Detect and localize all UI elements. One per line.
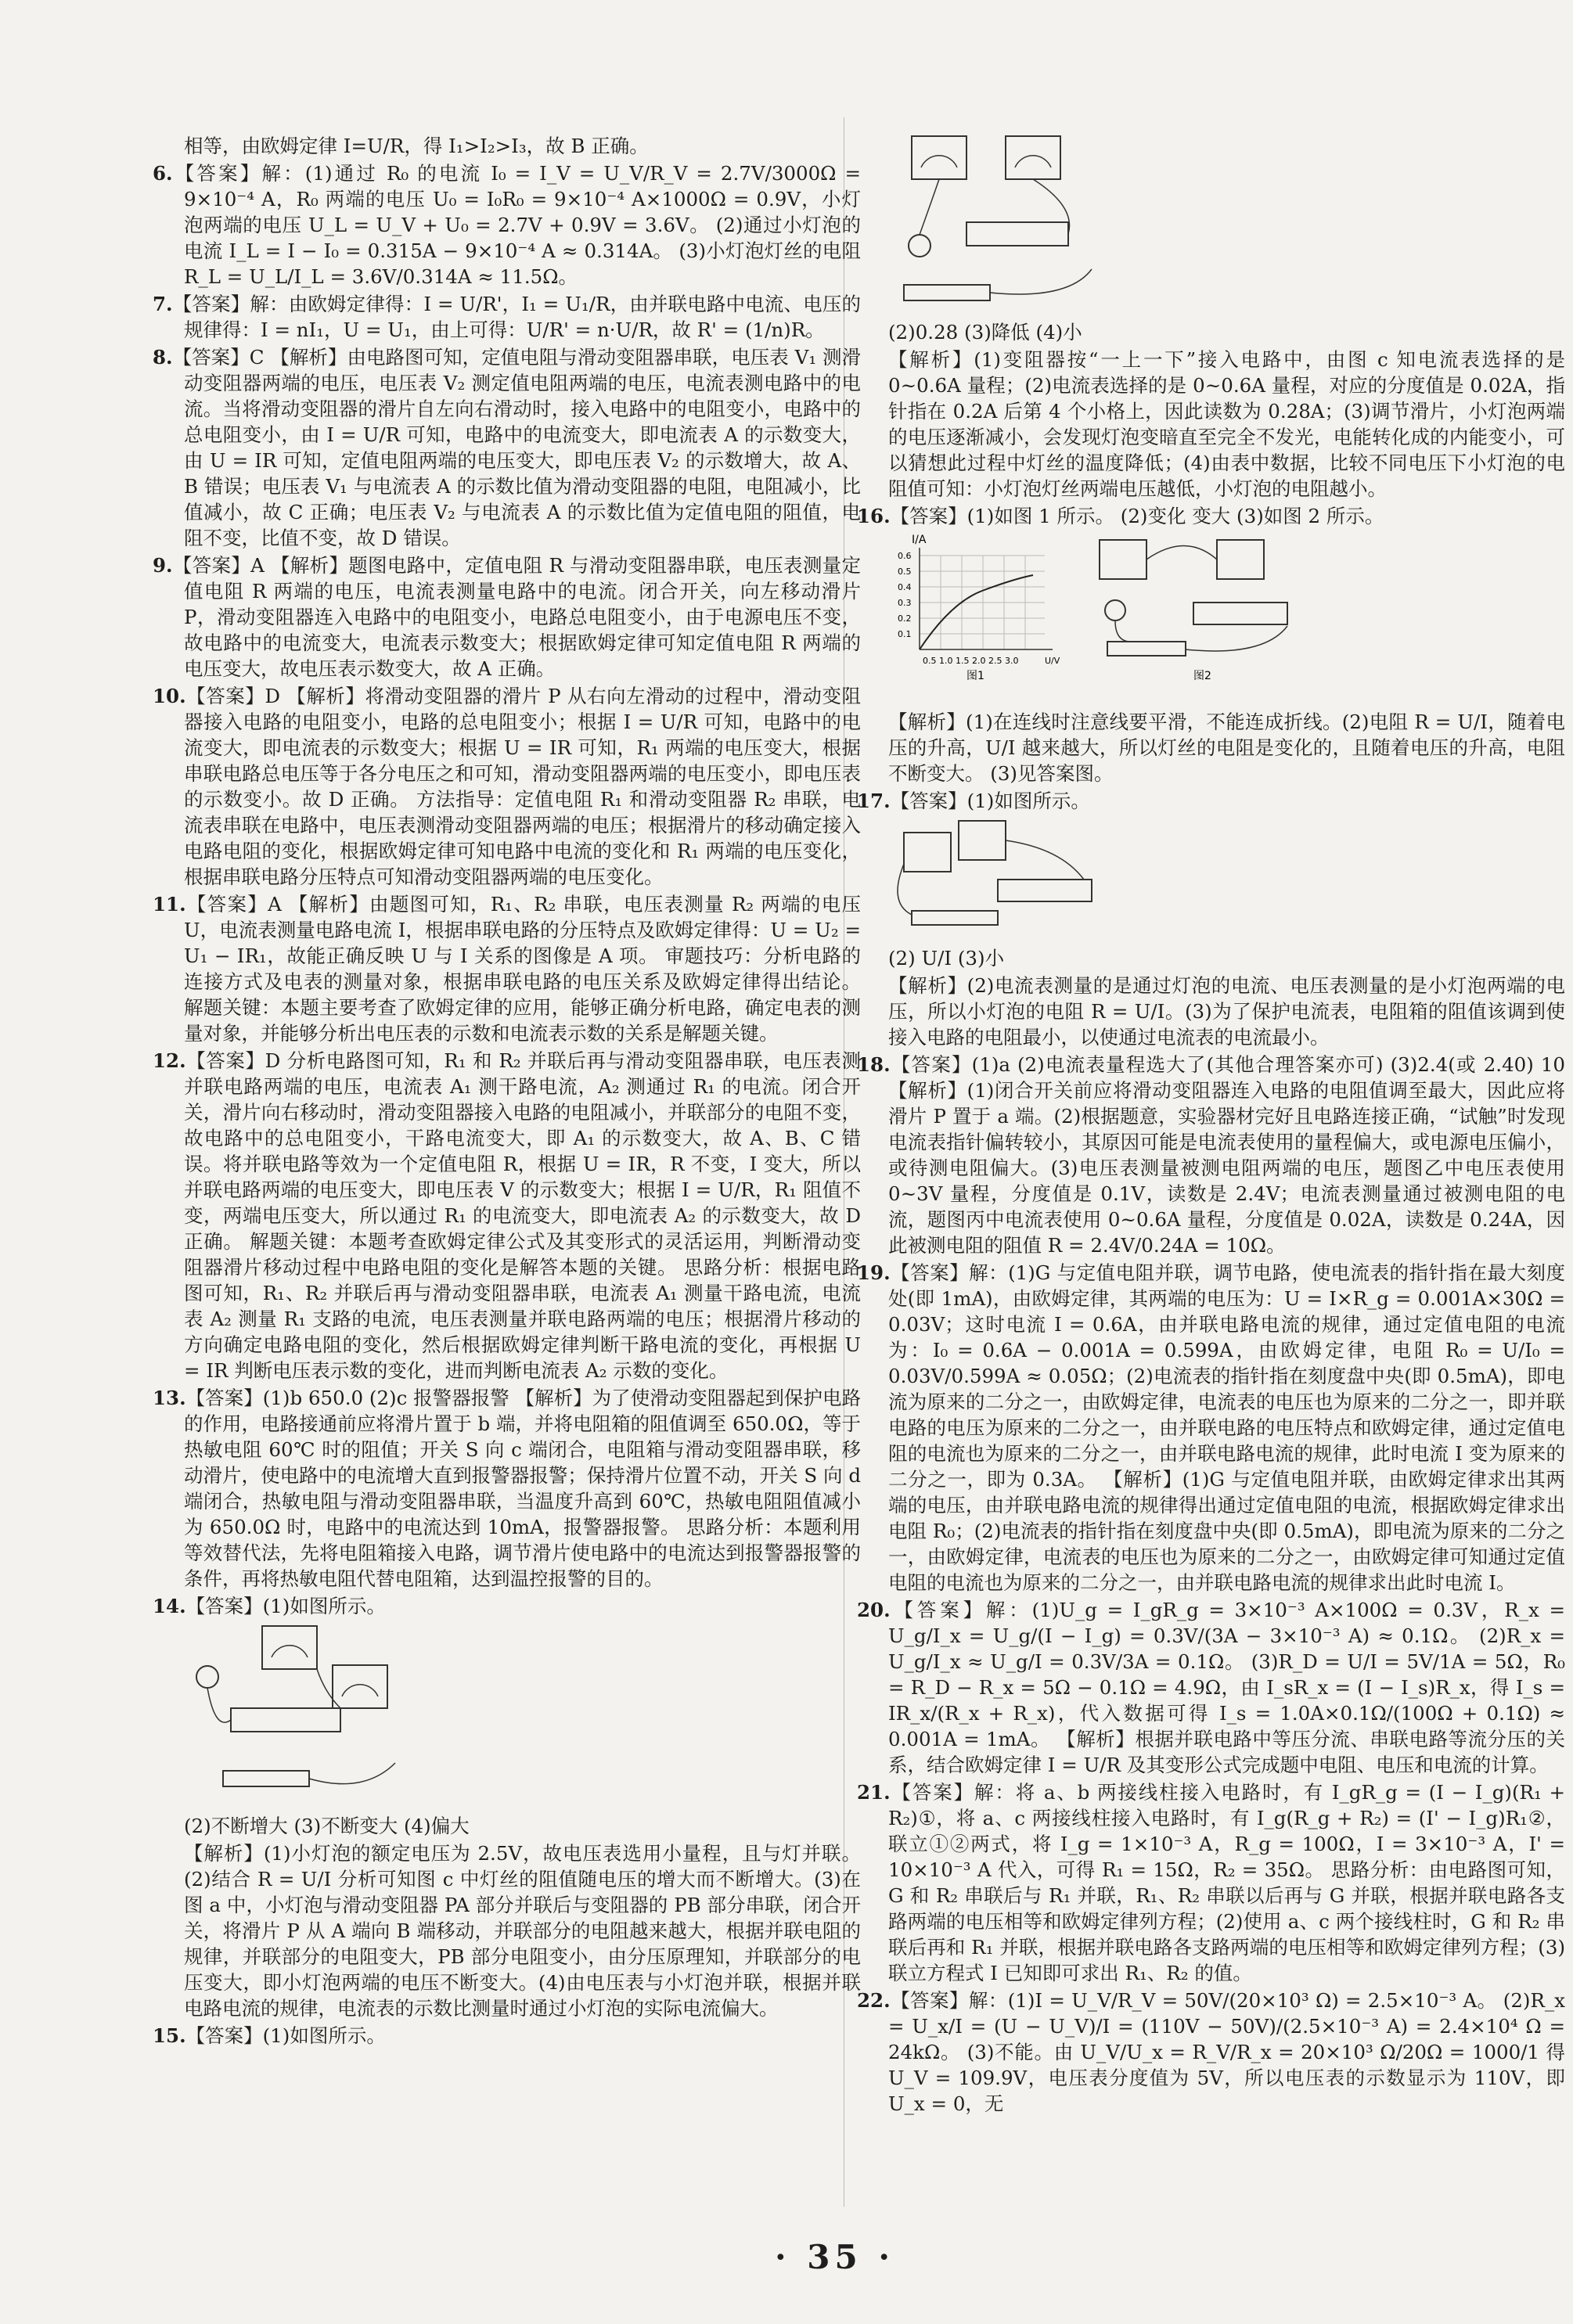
answer-8: 8.【答案】C 【解析】由电路图可知，定值电阻与滑动变阻器串联，电压表 V₁ 测滑动变阻器两端的电压，电压表 V₂ 测定值电阻两端的电压，电流表测电路中的电流。当将滑动变阻器的滑片自左向右滑动时，接入电路中的电阻变小，电路中的总电阻变小，由 I = U/R 可知，电路中的电流变大，即电流表 A 的示数变大，由 U = IR 可知，定值电阻两端的电压变大，即电压表 V₂ 的示数增大，故 A、B 错误；电压表 V₁ 与电流表 A 的示数比值为滑动变阻器的电阻，电阻减小，比值减小，故 C 正确；电压表 V₂ 与电流表 A 的示数比值为定值电阻的阻值，电阻不变，比值不变，故 D 错误。: [153, 346, 861, 549]
right-column: [857, 125, 1565, 2118]
ytick: 0.3: [898, 598, 912, 608]
circuit-drawing-icon: [184, 1622, 419, 1802]
figure-15-caption: (2)0.28 (3)降低 (4)小: [888, 321, 1082, 344]
xticks: 0.5 1.0 1.5 2.0 2.5 3.0: [923, 656, 1019, 666]
continued-text: 相等，由欧姆定律 I=U/R，得 I₁>I₂>I₃，故 B 正确。: [184, 135, 649, 157]
answer-14-analysis: 【解析】(1)小灯泡的额定电压为 2.5V，故电压表选用小量程，且与灯并联。(2)结合 R = U/I 分析可知图 c 中灯丝的阻值随电压的增大而不断增大。(3)在图 a 中，小灯泡与滑动变阻器 PA 部分并联后与变阻器的 PB 部分串联，闭合开关，将滑片 P 从 A 端向 B 端移动，并联部分的电阻越来越大，根据并联电阻的规律，并联部分的电阻变大，PB 部分电阻变小，由分压原理知，并联部分的电压变大，即小灯泡两端的电压不断变大。(4)由电压表与小灯泡并联，根据并联电路电流的规律，电流表的示数比测量时通过小灯泡的实际电流偏大。: [184, 1842, 861, 2020]
answer-12: 12.【答案】D 分析电路图可知，R₁ 和 R₂ 并联后再与滑动变阻器串联，电压表测并联电路两端的电压，电流表 A₁ 测干路电流，A₂ 测通过 R₁ 的电流。闭合开关，滑片向右移动时，滑动变阻器接入电路的电阻减小，并联部分的电阻不变，故电路中的总电阻变小，干路电流变大，即 A₁ 的示数变大，故 A、B、C 错误。将并联电路等效为一个定值电阻 R，根据 U = IR，R 不变，I 变大，所以并联电路两端的电压变大，即电压表 V 的示数变大；根据 I = U/R，R₁ 阻值不变，两端电压变大，所以通过 R₁ 的电流变大，即电流表 A₂ 的示数变大，故 D 正确。 解题关键：本题考查欧姆定律公式及其变形式的灵活运用，判断滑动变阻器滑片移动过程中电路电阻的变化是解答本题的关键。 思路分析：根据电路图可知，R₁、R₂ 并联后再与滑动变阻器串联，电流表 A₁ 测量干路电流，电流表 A₂ 测量 R₁ 支路的电流，电压表测量并联电路两端的电压；根据滑片移动的方向确定电路电阻的变化，然后根据欧姆定律判断干路电流的变化，再根据 U = IR 判断电压表示数的变化，进而判断电流表 A₂ 示数的变化。: [153, 1049, 861, 1382]
answer-21: 21.【答案】解：将 a、b 两接线柱接入电路时，有 I_gR_g = (I − I_g)(R₁ + R₂)①，将 a、c 两接线柱接入电路时，有 I_g(R_g + R₂) = (I' − I_g)R₁②，联立①②两式，将 I_g = 1×10⁻³ A，R_g = 100Ω，I = 3×10⁻³ A，I' = 10×10⁻³ A 代入，可得 R₁ = 15Ω，R₂ = 35Ω。 思路分析：由电路图可知，G 和 R₂ 串联后与 R₁ 并联，R₁、R₂ 串联以后再与 G 并联，根据并联电路各支路两端的电压相等和欧姆定律列方程；(2)使用 a、c 两个接线柱时，G 和 R₂ 串联后再和 R₁ 并联，根据并联电路各支路两端的电压相等和欧姆定律列方程；(3)联立方程式 I 已知即可求出 R₁、R₂ 的值。: [857, 1781, 1565, 1984]
left-column: [153, 133, 861, 2050]
answer-15: 15.【答案】(1)如图所示。: [153, 2024, 386, 2047]
answer-18: 18.【答案】(1)a (2)电流表量程选大了(其他合理答案亦可) (3)2.4(或 2.40) 10 【解析】(1)闭合开关前应将滑动变阻器连入电路的电阻值调至最大，因此应将滑片 P 置于 a 端。(2)根据题意，实验器材完好且电路连接正确，“试触”时发现电流表指针偏转较小，其原因可能是电流表使用的量程偏大，或电源电压偏小，或待测电阻偏大。(3)电压表测量被测电阻两端的电压，题图乙中电压表使用 0~3V 量程，分度值是 0.1V，读数是 2.4V；电流表测量通过被测电阻的电流，题图丙中电流表使用 0~0.6A 量程，分度值是 0.02A，读数是 0.24A，因此被测电阻的阻值 R = 2.4V/0.24A = 10Ω。: [857, 1053, 1565, 1257]
fig2-label: 图2: [1193, 670, 1211, 681]
graph-ylabel: I/A: [912, 534, 927, 546]
answer-10: 10.【答案】D 【解析】将滑动变阻器的滑片 P 从右向左滑动的过程中，滑动变阻器接入电路的电阻变小，电路的总电阻变小；根据 I = U/R 可知，电路中的电流变大，即电流表的示数变大；根据 U = IR 可知，R₁ 两端的电压变大，根据串联电路总电压等于各分电压之和可知，滑动变阻器两端的电压变小，即电压表的示数变小。故 D 正确。 方法指导：定值电阻 R₁ 和滑动变阻器 R₂ 串联，电流表串联在电路中，电压表测滑动变阻器两端的电压；根据滑片的移动确定接入电路电阻的变化，根据欧姆定律可知电路中电流的变化和 R₁ 两端的电压变化，根据串联电路分压特点可知滑动变阻器两端的电压变化。: [153, 685, 861, 888]
answer-7: 7.【答案】解：由欧姆定律得：I = U/R'，I₁ = U₁/R，由并联电路中电流、电压的规律得：I = nI₁，U = U₁，由上可得：U/R' = n·U/R，故 R' = (1/n)R。: [153, 293, 861, 341]
answer-16-analysis: 【解析】(1)在连线时注意线要平滑，不能连成折线。(2)电阻 R = U/I，随着电压的升高，U/I 越来越大，所以灯丝的电阻是变化的，且随着电压的升高，电阻不断变大。 (3)见答案图。: [888, 711, 1565, 785]
answer-17: 17.【答案】(1)如图所示。: [857, 790, 1090, 812]
answer-6: 6.【答案】解：(1)通过 R₀ 的电流 I₀ = I_V = U_V/R_V = 2.7V/3000Ω = 9×10⁻⁴ A，R₀ 两端的电压 U₀ = I₀R₀ = 9×10⁻⁴ A×1000Ω = 0.9V，小灯泡两端的电压 U_L = U_V + U₀ = 2.7V + 0.9V = 3.6V。 (2)通过小灯泡的电流 I_L = I − I₀ = 0.315A − 9×10⁻⁴ A ≈ 0.314A。 (3)小灯泡灯丝的电阻 R_L = U_L/I_L = 3.6V/0.314A ≈ 11.5Ω。: [153, 162, 861, 288]
page-number: · 35 ·: [775, 2238, 894, 2276]
answer-9: 9.【答案】A 【解析】题图电路中，定值电阻 R 与滑动变阻器串联，电压表测量定值电阻 R 两端的电压，电流表测量电路中的电流。闭合开关，向左移动滑片 P，滑动变阻器连入电路中的电阻变小，电路总电阻变小，由于电源电压不变，故电路中的电流变大，电流表示数变大；根据欧姆定律可知定值电阻 R 两端的电压变大，故电压表示数变大，故 A 正确。: [153, 554, 861, 680]
ytick: 0.4: [898, 582, 912, 592]
circuit-drawing-icon: [888, 128, 1123, 308]
ytick: 0.1: [898, 629, 912, 639]
circuit-figure-14: [184, 1622, 861, 1808]
answer-22: 22.【答案】解：(1)I = U_V/R_V = 50V/(20×10³ Ω) = 2.5×10⁻³ A。 (2)R_x = U_x/I = (U − U_V)/I = (110V − 50V)/(2.5×10⁻³ A) = 2.4×10⁴ Ω = 24kΩ。 (3)不能。由 U_V/U_x = R_V/R_x = 20×10³ Ω/20Ω = 1000/1 得 U_V = 109.9V，电压表分度值为 5V，所以电压表的示数显示为 110V，即 U_x = 0，无: [857, 1989, 1565, 2115]
circuit-drawing-icon: [1084, 532, 1319, 681]
answer-13: 13.【答案】(1)b 650.0 (2)c 报警器报警 【解析】为了使滑动变阻器起到保护电路的作用，电路接通前应将滑片置于 b 端，并将电阻箱的阻值调至 650.0Ω，等于热敏电阻 60℃ 时的阻值；开关 S 向 c 端闭合，电阻箱与滑动变阻器串联，移动滑片，使电路中的电流增大直到报警器报警；保持滑片位置不动，开关 S 向 d 端闭合，热敏电阻与滑动变阻器串联，当温度升高到 60℃，热敏电阻阻值减小为 650.0Ω 时，电路中的电流达到 10mA，报警器报警。 思路分析：本题利用等效替代法，先将电阻箱接入电路，调节滑片使电路中的电流达到报警器报警的条件，再将热敏电阻代替电阻箱，达到温控报警的目的。: [153, 1387, 861, 1590]
figure-16-group: [888, 532, 1565, 704]
fig1-label: 图1: [966, 670, 984, 681]
circuit-figure-17: [888, 817, 1565, 941]
ytick: 0.6: [898, 551, 912, 561]
answer-20: 20.【答案】解：(1)U_g = I_gR_g = 3×10⁻³ A×100Ω = 0.3V，R_x = U_g/I_x = U_g/(I − I_g) = 0.3V/(3A − 3×10⁻³ A) ≈ 0.1Ω。 (2)R_x = U_g/I_x ≈ U_g/I = 0.3V/3A = 0.1Ω。 (3)R_D = U/I = 5V/1A = 5Ω，R₀ = R_D − R_x = 5Ω − 0.1Ω = 4.9Ω，由 I_sR_x = (I − I_s)R_x，得 I_s = IR_x/(R_x + R_x)，代入数据可得 I_s = 1.0A×0.1Ω/(100Ω + 0.1Ω) ≈ 0.001A = 1mA。 【解析】根据并联电路中等压分流、串联电路等流分压的关系，结合欧姆定律 I = U/R 及其变形公式完成题中电阻、电压和电流的计算。: [857, 1599, 1565, 1776]
figure-14-caption: (2)不断增大 (3)不断变大 (4)偏大: [184, 1815, 470, 1837]
answer-14: 14.【答案】(1)如图所示。: [153, 1595, 386, 1617]
figure-17-caption: (2) U/I (3)小: [888, 947, 1005, 970]
answer-17-analysis: 【解析】(2)电流表测量的是通过灯泡的电流、电压表测量的是小灯泡两端的电压，所以小灯泡的电阻 R = U/I。(3)为了保护电流表，电阻箱的阻值该调到使接入电路的电阻最小，以使通过电流表的电流最小。: [888, 974, 1565, 1049]
circuit-drawing-icon: [888, 817, 1107, 934]
answer-16: 16.【答案】(1)如图 1 所示。 (2)变化 变大 (3)如图 2 所示。: [857, 505, 1384, 527]
ytick: 0.2: [898, 613, 912, 624]
answer-11: 11.【答案】A 【解析】由题图可知，R₁、R₂ 串联，电压表测量 R₂ 两端的电压 U，电流表测量电路电流 I，根据串联电路的分压特点及欧姆定律得：U = U₂ = U₁ − IR₁，故能正确反映 U 与 I 关系的图像是 A 项。 审题技巧：分析电路的连接方式及电表的测量对象，根据串联电路的电压关系及欧姆定律得出结论。 解题关键：本题主要考查了欧姆定律的应用，能够正确分析电路，确定电表的测量对象，并能够分析出电压表的示数和电流表示数的关系是解题关键。: [153, 893, 861, 1045]
ytick: 0.5: [898, 567, 912, 577]
graph-xlabel: U/V: [1045, 656, 1060, 666]
answer-15-analysis: 【解析】(1)变阻器按“一上一下”接入电路中，由图 c 知电流表选择的是 0~0.6A 量程；(2)电流表选择的是 0~0.6A 量程，对应的分度值是 0.02A，指针指在 0.2A 后第 4 个小格上，因此读数为 0.28A；(3)调节滑片，小灯泡两端的电压逐渐减小，会发现灯泡变暗直至完全不发光，电能转化成的内能变小，可以猜想此过程中灯丝的温度降低；(4)由表中数据，比较不同电压下小灯泡的电阻值可知：小灯泡灯丝两端电压越低，小灯泡的电阻越小。: [888, 348, 1565, 500]
answer-19: 19.【答案】解：(1)G 与定值电阻并联，调节电路，使电流表的指针指在最大刻度处(即 1mA)，由欧姆定律，其两端的电压为：U = I×R_g = 0.001A×30Ω = 0.03V；这时电流 I = 0.6A，由并联电路电流的规律，通过定值电阻的电流为：I₀ = 0.6A − 0.001A = 0.599A，由欧姆定律，电阻 R₀ = U/I₀ = 0.03V/0.599A ≈ 0.05Ω；(2)电流表的指针指在刻度盘中央(即 0.5mA)，即电流为原来的二分之一，由欧姆定律，电流表的电压也为原来的二分之一，即并联电路的电压为原来的二分之一，由并联电路的电压特点和欧姆定律，通过定值电阻的电流也为原来的二分之一，由并联电路电流的规律，此时电流 I 变为原来的二分之一，即为 0.3A。 【解析】(1)G 与定值电阻并联，由欧姆定律求出其两端的电压，由并联电路电流的规律得出通过定值电阻的电流，根据欧姆定律求出电阻 R₀；(2)电流表的指针指在刻度盘中央(即 0.5mA)，即电流为原来的二分之一，由欧姆定律，电流表的电压也为原来的二分之一，由欧姆定律可知通过定值电阻的电流也为原来的二分之一，由并联电路电流的规律求出此时电流 I。: [857, 1261, 1566, 1594]
iu-graph: [896, 532, 1068, 681]
circuit-figure-15: [888, 128, 1565, 315]
